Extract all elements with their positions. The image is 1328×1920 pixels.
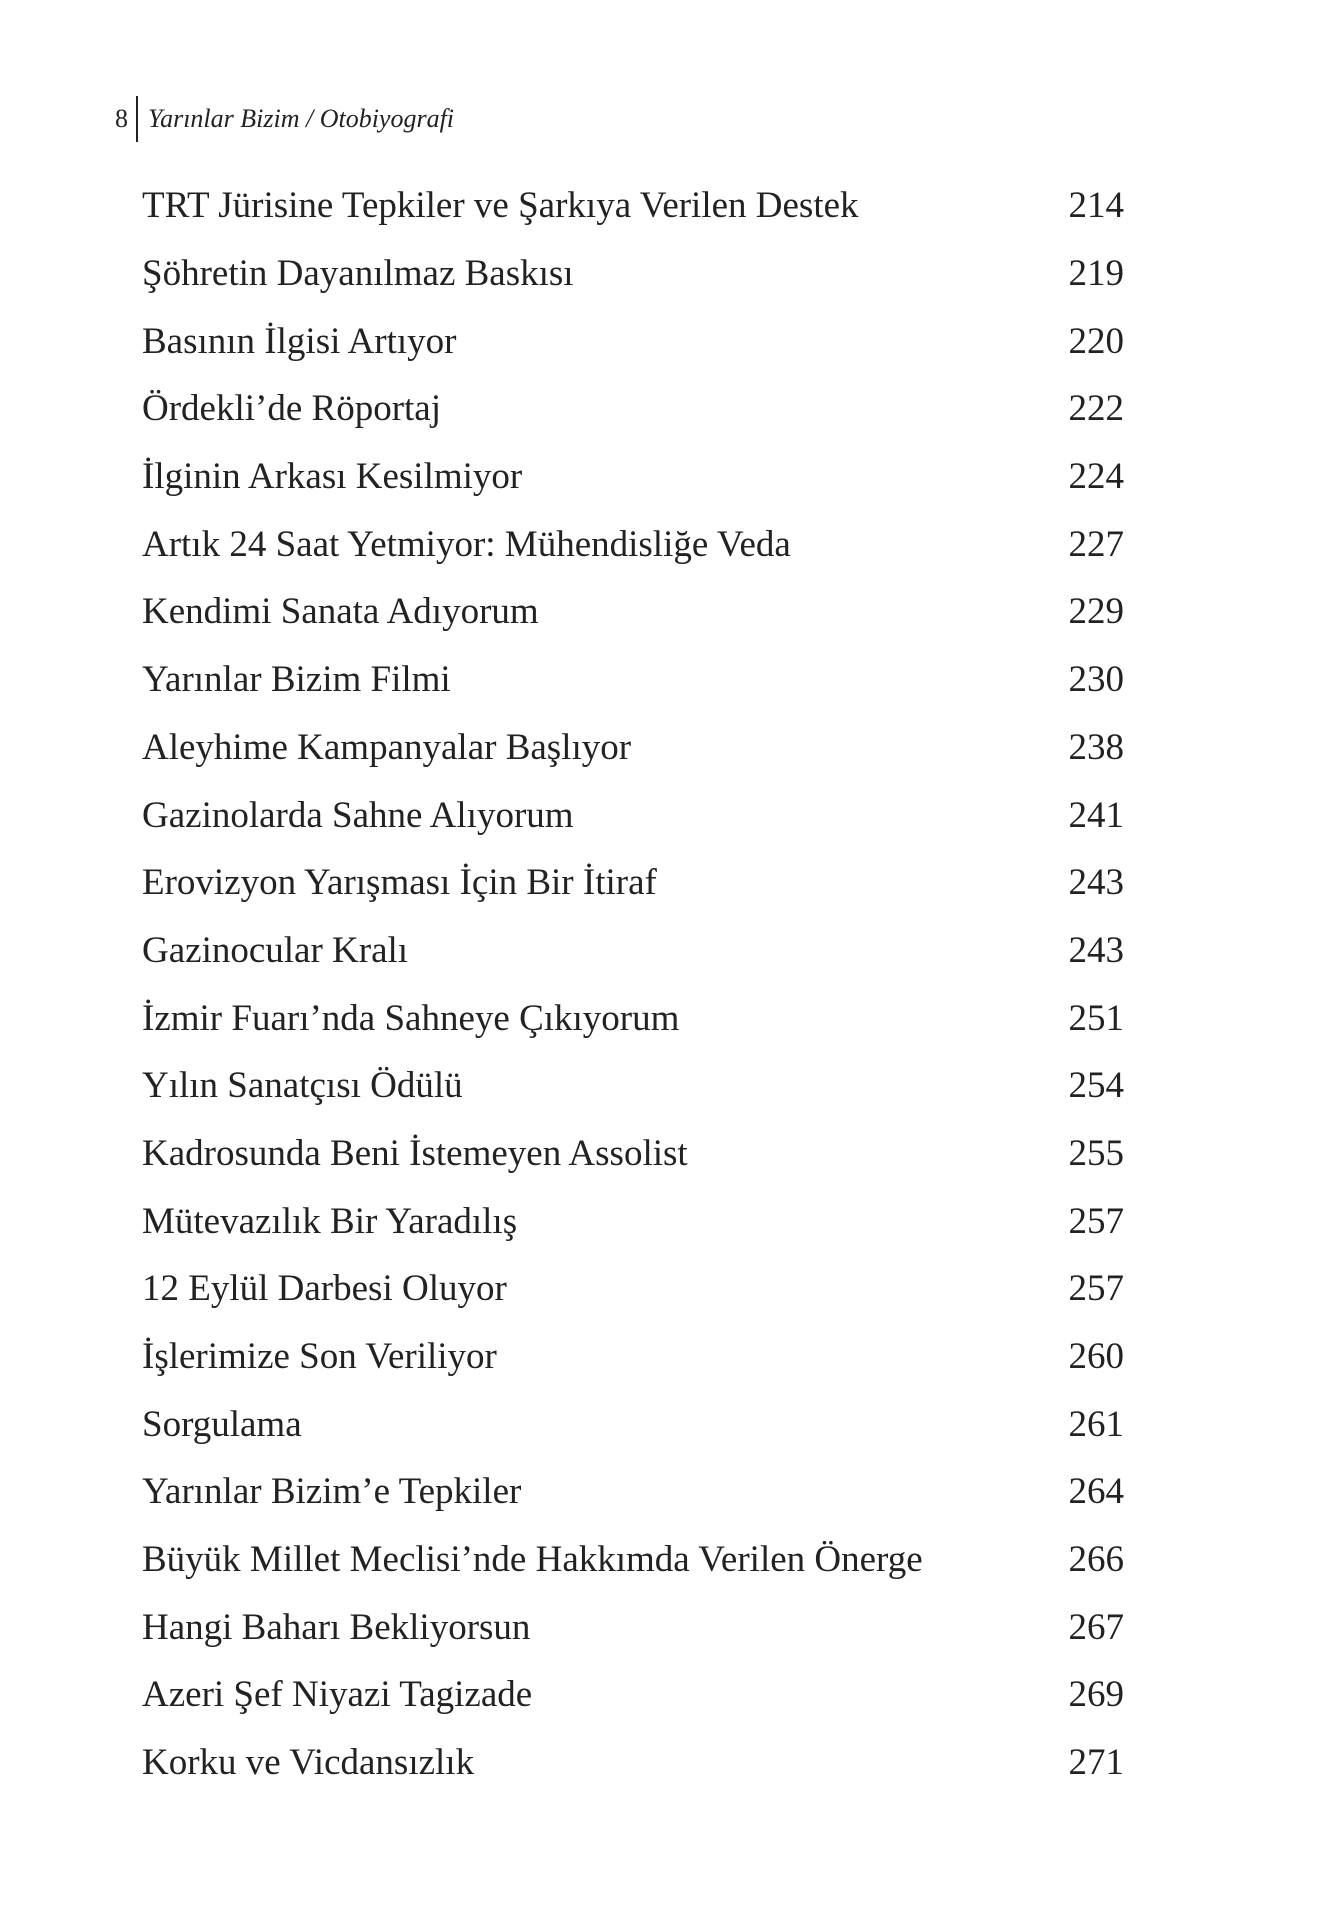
toc-entry xyxy=(142,646,1124,714)
toc-entry xyxy=(142,917,1124,985)
toc-entry-page-number: 257 xyxy=(1068,1268,1124,1310)
toc-entry xyxy=(142,1729,1124,1797)
toc-entry-page-number: 220 xyxy=(1068,320,1124,362)
toc-entry-page-number: 251 xyxy=(1068,997,1124,1039)
toc-entry-title: Yarınlar Bizim Filmi xyxy=(142,659,451,701)
toc-entry-page-number: 266 xyxy=(1068,1539,1124,1581)
toc-entry xyxy=(142,1390,1124,1458)
toc-entry-page-number: 243 xyxy=(1068,929,1124,971)
toc-entry-title: Aleyhime Kampanyalar Başlıyor xyxy=(142,726,632,768)
toc-entry xyxy=(142,172,1124,240)
toc-entry-title: Gazinolarda Sahne Alıyorum xyxy=(142,794,574,836)
toc-entry xyxy=(142,984,1124,1052)
toc-entry-title: Ördekli’de Röportaj xyxy=(142,388,441,430)
toc-entry-title: Artık 24 Saat Yetmiyor: Mühendisliğe Veda xyxy=(142,523,791,565)
toc-entry-page-number: 267 xyxy=(1068,1606,1124,1648)
toc-entry-title: Erovizyon Yarışması İçin Bir İtiraf xyxy=(142,862,657,904)
toc-entry-title: İzmir Fuarı’nda Sahneye Çıkıyorum xyxy=(142,997,680,1039)
running-title: Yarınlar Bizim / Otobiyografi xyxy=(148,104,455,133)
toc-entry-page-number: 255 xyxy=(1068,1132,1124,1174)
toc-entry xyxy=(142,510,1124,578)
toc-entry-title: İşlerimize Son Veriliyor xyxy=(142,1336,497,1378)
toc-entry xyxy=(142,1323,1124,1391)
toc-entry xyxy=(142,1593,1124,1661)
toc-entry-title: Kadrosunda Beni İstemeyen Assolist xyxy=(142,1132,688,1174)
toc-entry xyxy=(142,1661,1124,1729)
toc-entry xyxy=(142,307,1124,375)
running-header xyxy=(115,96,454,142)
toc-entry-page-number: 219 xyxy=(1068,253,1124,295)
toc-entry-page-number: 222 xyxy=(1068,388,1124,430)
page-number: 8 xyxy=(115,104,128,133)
toc-entry-page-number: 271 xyxy=(1068,1742,1124,1784)
toc-entry-title: Gazinocular Kralı xyxy=(142,929,409,971)
toc-entry-title: Basının İlgisi Artıyor xyxy=(142,320,457,362)
toc-entry-page-number: 227 xyxy=(1068,523,1124,565)
toc-entry-title: Büyük Millet Meclisi’nde Hakkımda Verilen Önerge xyxy=(142,1539,923,1581)
toc-entry xyxy=(142,714,1124,782)
toc-entry-title: Hangi Baharı Bekliyorsun xyxy=(142,1606,531,1648)
toc-entry-title: Şöhretin Dayanılmaz Baskısı xyxy=(142,253,574,295)
toc-entry-page-number: 224 xyxy=(1068,456,1124,498)
toc-entry xyxy=(142,1120,1124,1188)
toc-entry-page-number: 230 xyxy=(1068,659,1124,701)
toc-entry xyxy=(142,1526,1124,1594)
toc-entry-title: Mütevazılık Bir Yaradılış xyxy=(142,1200,518,1242)
toc-entry xyxy=(142,1458,1124,1526)
toc-entry-title: İlginin Arkası Kesilmiyor xyxy=(142,456,523,498)
toc-entry-page-number: 241 xyxy=(1068,794,1124,836)
toc-entry xyxy=(142,781,1124,849)
toc-entry-page-number: 257 xyxy=(1068,1200,1124,1242)
toc-entry-page-number: 261 xyxy=(1068,1403,1124,1445)
toc-entry-title: Yılın Sanatçısı Ödülü xyxy=(142,1065,463,1107)
toc-entry xyxy=(142,1255,1124,1323)
toc-entry-page-number: 229 xyxy=(1068,591,1124,633)
toc-entry-title: Korku ve Vicdansızlık xyxy=(142,1742,475,1784)
toc-entry-page-number: 254 xyxy=(1068,1065,1124,1107)
toc-entry xyxy=(142,1052,1124,1120)
toc-entry-page-number: 214 xyxy=(1068,185,1124,227)
toc-entry-title: Azeri Şef Niyazi Tagizade xyxy=(142,1674,533,1716)
toc-entry-title: Yarınlar Bizim’e Tepkiler xyxy=(142,1471,522,1513)
toc-entry-title: Sorgulama xyxy=(142,1403,302,1445)
toc-entry xyxy=(142,375,1124,443)
toc-entry-title: TRT Jürisine Tepkiler ve Şarkıya Verilen Destek xyxy=(142,185,859,227)
toc-entry xyxy=(142,849,1124,917)
toc-entry-page-number: 269 xyxy=(1068,1674,1124,1716)
toc-entry xyxy=(142,578,1124,646)
toc-entry-page-number: 264 xyxy=(1068,1471,1124,1513)
toc-entry-page-number: 238 xyxy=(1068,726,1124,768)
table-of-contents xyxy=(142,172,1124,1797)
toc-entry xyxy=(142,240,1124,308)
toc-entry-title: 12 Eylül Darbesi Oluyor xyxy=(142,1268,507,1310)
toc-entry xyxy=(142,1187,1124,1255)
toc-entry-title: Kendimi Sanata Adıyorum xyxy=(142,591,539,633)
toc-entry-page-number: 243 xyxy=(1068,862,1124,904)
toc-entry xyxy=(142,443,1124,511)
toc-entry-page-number: 260 xyxy=(1068,1336,1124,1378)
